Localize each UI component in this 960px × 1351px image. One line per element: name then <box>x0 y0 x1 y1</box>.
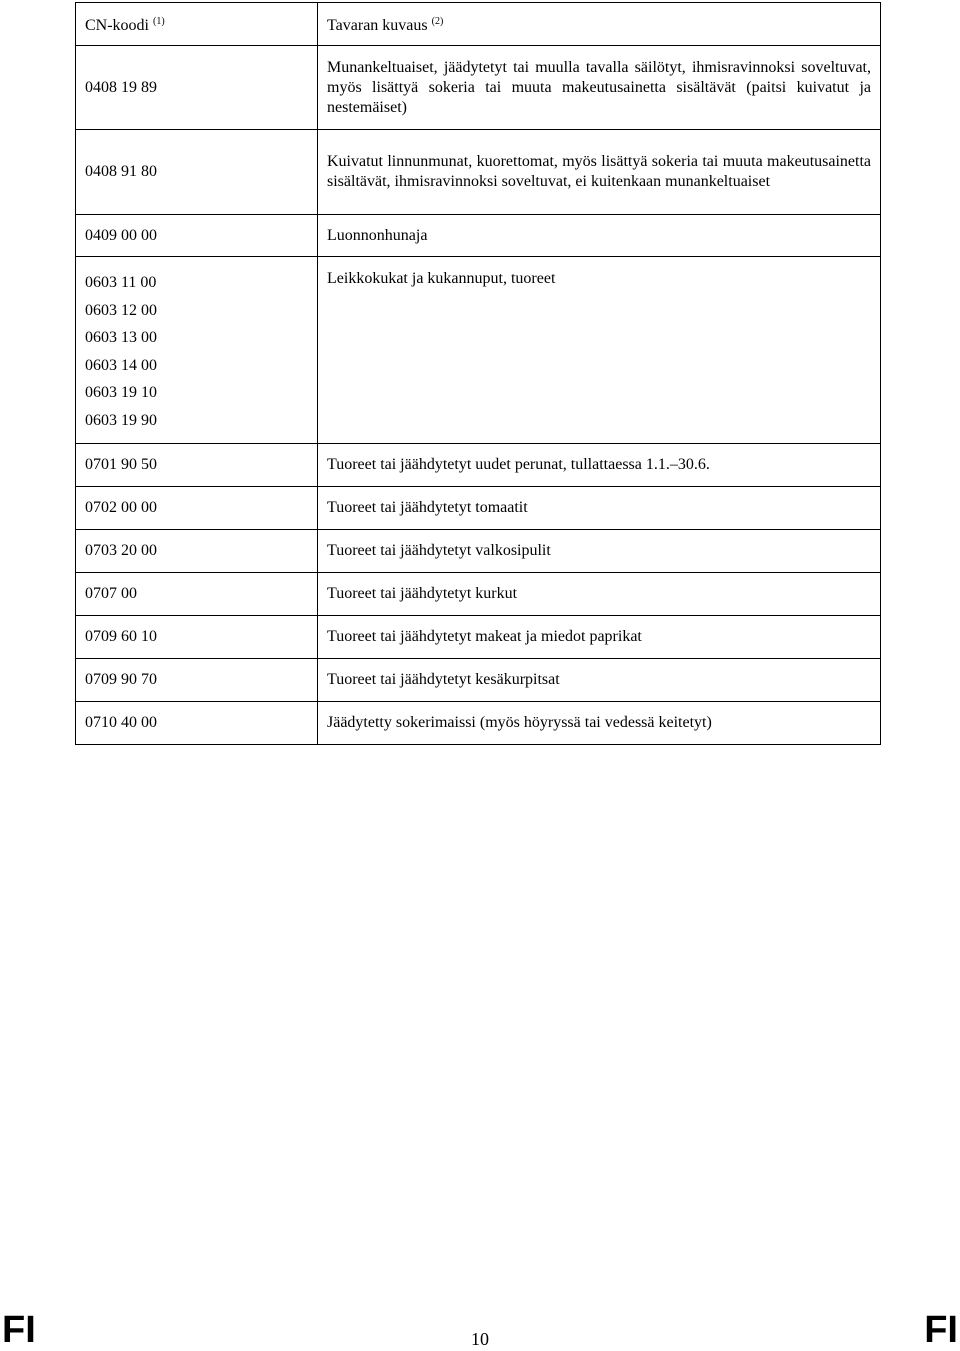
description-text: Leikkokukat ja kukannuput, tuoreet <box>327 270 556 287</box>
cn-code-list-cell <box>76 257 318 444</box>
table-row <box>76 529 881 572</box>
table-row <box>76 46 881 130</box>
cn-code-cell: 0408 19 89 <box>76 46 318 130</box>
cn-code-cell: 0707 00 <box>76 572 318 615</box>
cn-code-cell: 0409 00 00 <box>76 215 318 257</box>
table-row <box>76 215 881 257</box>
cn-code-cell: 0408 91 80 <box>76 130 318 215</box>
cn-code-cell: 0702 00 00 <box>76 486 318 529</box>
description-cell: Tuoreet tai jäähdytetyt valkosipulit <box>318 529 881 572</box>
cn-code-item: 0603 19 90 <box>85 411 157 429</box>
description-cell <box>318 257 881 444</box>
header-cn-code-footnote: (1) <box>153 16 165 27</box>
table-row <box>76 701 881 744</box>
table-row <box>76 486 881 529</box>
description-cell: Tuoreet tai jäähdytetyt makeat ja miedot paprikat <box>318 615 881 658</box>
cn-code-cell: 0701 90 50 <box>76 443 318 486</box>
description-cell: Kuivatut linnunmunat, kuorettomat, myös lisättyä sokeria tai muuta makeutusainetta sisältävät, ihmisravinnoksi soveltuvat, ei kuitenkaan munankeltuaiset <box>318 130 881 215</box>
header-description-label: Tavaran kuvaus <box>327 17 428 34</box>
cn-code-table <box>75 2 881 745</box>
cn-code-cell: 0703 20 00 <box>76 529 318 572</box>
table-header-row <box>76 3 881 46</box>
table-row <box>76 658 881 701</box>
table-row <box>76 257 881 444</box>
table-row <box>76 572 881 615</box>
table-row <box>76 443 881 486</box>
cn-code-cell: 0710 40 00 <box>76 701 318 744</box>
description-cell: Luonnonhunaja <box>318 215 881 257</box>
header-cn-code-label: CN-koodi <box>85 17 149 34</box>
header-cn-code <box>76 3 318 46</box>
description-cell: Tuoreet tai jäähdytetyt kurkut <box>318 572 881 615</box>
footer-language-left: FI <box>2 1309 36 1351</box>
description-cell: Tuoreet tai jäähdytetyt tomaatit <box>318 486 881 529</box>
cn-code-item: 0603 11 00 <box>85 274 157 291</box>
page-number: 10 <box>471 1329 489 1349</box>
cn-code-item: 0603 12 00 <box>85 301 157 319</box>
description-cell: Jäädytetty sokerimaissi (myös höyryssä tai vedessä keitetyt) <box>318 701 881 744</box>
cn-code-item: 0603 13 00 <box>85 329 157 347</box>
cn-code-item: 0603 14 00 <box>85 356 157 374</box>
footer-language-right: FI <box>924 1309 958 1351</box>
description-cell: Tuoreet tai jäähdytetyt kesäkurpitsat <box>318 658 881 701</box>
cn-code-cell: 0709 90 70 <box>76 658 318 701</box>
header-description <box>318 3 881 46</box>
table-row <box>76 130 881 215</box>
description-cell: Tuoreet tai jäähdytetyt uudet perunat, tullattaessa 1.1.–30.6. <box>318 443 881 486</box>
cn-code-item: 0603 19 10 <box>85 384 157 402</box>
header-description-footnote: (2) <box>431 16 444 27</box>
table-row <box>76 615 881 658</box>
description-cell: Munankeltuaiset, jäädytetyt tai muulla tavalla säilötyt, ihmisravinnoksi soveltuvat, myös lisättyä sokeria tai muuta makeutusainetta sisältävät (paitsi kuivatut ja nestemäiset) <box>318 46 881 130</box>
cn-code-cell: 0709 60 10 <box>76 615 318 658</box>
